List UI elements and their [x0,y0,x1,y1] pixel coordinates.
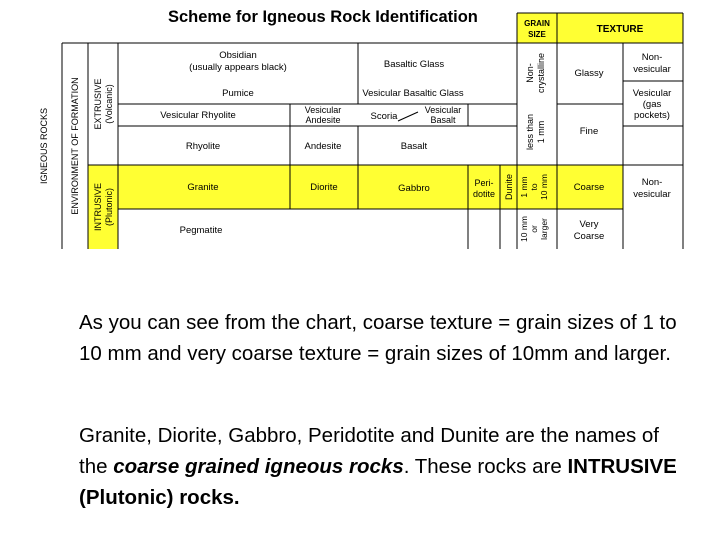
cell-obsidian: Obsidian [219,50,257,61]
grain-10mm-or-larger-1: 10 mm [519,216,529,242]
texture-vesicular-1: Vesicular [632,88,672,99]
texture-coarse: Coarse [573,182,605,193]
texture-very-coarse-2: Coarse [573,231,605,242]
igneous-rock-identification-chart [0,0,720,252]
grain-non-crystalline-2: crystalline [536,52,546,94]
grain-size-header-line2: SIZE [528,30,546,39]
cell-pumice: Pumice [222,88,254,99]
grain-size-header-line1: GRAIN [524,19,550,28]
grain-1-to-10mm-3: 10 mm [539,174,549,200]
cell-scoria: Scoria [370,111,398,122]
coarse-texture-text: As you can see from the chart, coarse texture = grain sizes of 1 to 10 mm and very coarse texture = grain sizes of 10mm and larger. [79,311,677,365]
cell-vesicular-basalt-1: Vesicular [424,105,462,115]
grain-less-than-1mm-2: 1 mm [536,120,546,144]
intrusive-text-part1: Granite, Diorite, Gabbro, Peridotite and Dunite are the names of the [79,424,660,478]
cell-granite: Granite [187,182,219,193]
cell-diorite: Diorite [310,182,338,193]
environment-of-formation-label: ENVIRONMENT OF FORMATION [70,77,80,215]
texture-non-vesicular-top-1: Non- [641,52,663,63]
volcanic-label: (Volcanic) [104,84,114,124]
texture-fine: Fine [579,126,599,137]
texture-very-coarse-1: Very [579,219,599,230]
cell-pegmatite: Pegmatite [179,225,223,236]
texture-vesicular-2: (gas [642,99,662,110]
grain-10mm-or-larger-3: larger [539,218,549,240]
cell-vesicular-basalt-2: Basalt [430,115,456,125]
chart-title: Scheme for Igneous Rock Identification [168,8,478,26]
grain-less-than-1mm-1: less than [525,113,535,151]
cell-rhyolite: Rhyolite [185,141,221,152]
cell-vesicular-andesite-1: Vesicular [304,105,342,115]
texture-non-vesicular-top-2: vesicular [633,64,671,75]
intrusive-rocks-paragraph [79,420,679,513]
cell-vesicular-rhyolite: Vesicular Rhyolite [160,110,236,121]
grain-10mm-or-larger-2: or [529,225,539,233]
grain-1-to-10mm-2: to [529,183,539,191]
igneous-rocks-label: IGNEOUS ROCKS [39,107,49,185]
extrusive-label: EXTRUSIVE [93,78,103,130]
texture-glassy: Glassy [574,68,604,79]
plutonic-label: (Plutonic) [104,187,114,227]
texture-non-vesicular-2: vesicular [633,189,671,200]
cell-obsidian-note: (usually appears black) [189,62,287,73]
cell-basalt: Basalt [400,141,428,152]
cell-andesite: Andesite [304,141,342,152]
coarse-grained-emphasis: coarse grained igneous rocks [113,455,404,478]
grain-non-crystalline-1: Non- [525,63,535,83]
cell-basaltic-glass: Basaltic Glass [383,59,445,70]
cell-dunite: Dunite [504,173,514,201]
cell-peridotite-2: dotite [472,189,496,199]
intrusive-label: INTRUSIVE [93,182,103,232]
texture-non-vesicular-1: Non- [641,177,663,188]
coarse-texture-paragraph [79,307,679,369]
grain-1-to-10mm-1: 1 mm [519,176,529,198]
cell-vesicular-andesite-2: Andesite [305,115,341,125]
intrusive-plutonic-bold: INTRUSIVE (Plutonic) rocks. [79,455,677,509]
cell-vesicular-basaltic-glass: Vesicular Basaltic Glass [362,88,464,99]
texture-header: TEXTURE [596,24,644,35]
cell-peridotite-1: Peri- [474,178,494,188]
intrusive-text-part2: . These rocks are [403,455,568,478]
texture-vesicular-3: pockets) [634,110,670,121]
cell-gabbro: Gabbro [398,183,430,194]
